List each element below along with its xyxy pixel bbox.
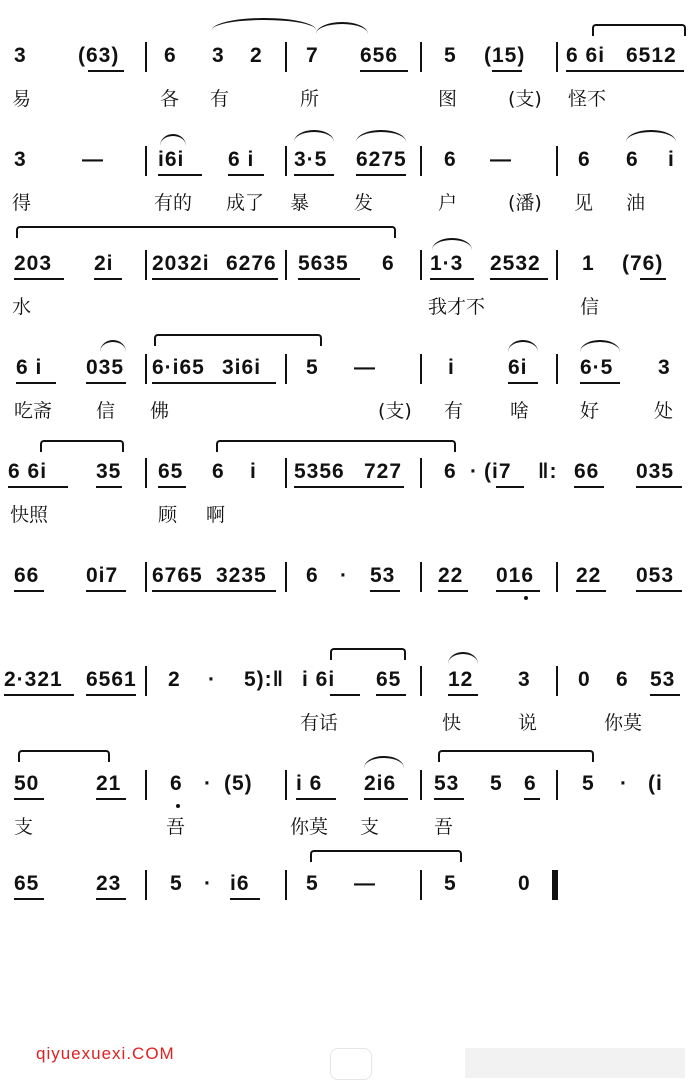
beam [508, 382, 538, 384]
site-watermark: qiyuexuexi.COM [36, 1044, 175, 1063]
note: 53 [434, 772, 460, 795]
note: 5 [582, 772, 595, 795]
watermark-bar [465, 1048, 685, 1078]
note: 5):‖ [244, 668, 285, 691]
barline [556, 354, 558, 384]
note: 2 [168, 668, 181, 691]
note: 053 [636, 564, 675, 587]
barline [556, 146, 558, 176]
beam [496, 590, 540, 592]
note: 65 [14, 872, 40, 895]
barline [556, 770, 558, 800]
tie-bracket [16, 226, 396, 238]
note: 6 [444, 460, 457, 483]
tie-bracket [154, 334, 322, 346]
note: 5 [490, 772, 503, 795]
beam [294, 486, 404, 488]
barline [285, 770, 287, 800]
note: 5 [444, 872, 457, 895]
note: 6 [170, 772, 183, 795]
barline [285, 42, 287, 72]
lyric: 支 [360, 816, 380, 838]
barline [145, 458, 147, 488]
note: 22 [438, 564, 464, 587]
barline [285, 250, 287, 280]
note: 5635 [298, 252, 349, 275]
note: (15) [484, 44, 526, 67]
barline [420, 562, 422, 592]
lyric: 所 [300, 88, 320, 110]
lyric: 有的 [154, 192, 193, 214]
beam [228, 174, 264, 176]
beam [230, 898, 260, 900]
lyric: 吃斋 [14, 400, 53, 422]
note: 21 [96, 772, 122, 795]
low-octave-dot [176, 804, 180, 808]
note: 6 [382, 252, 395, 275]
beam [296, 798, 336, 800]
note: (76) [622, 252, 664, 275]
note: 65 [158, 460, 184, 483]
beam [14, 898, 44, 900]
note: — [354, 872, 376, 895]
note: (i [648, 772, 663, 795]
notes-row [0, 246, 700, 280]
barline [285, 870, 287, 900]
beam [580, 382, 620, 384]
beam [576, 590, 606, 592]
note: · [204, 872, 212, 895]
notes-row [0, 38, 700, 72]
score-system-7 [0, 662, 700, 762]
score-system-1 [0, 38, 700, 138]
note: 0 [578, 668, 591, 691]
beam [376, 694, 406, 696]
note: 656 [360, 44, 399, 67]
barline [145, 146, 147, 176]
beam [96, 898, 126, 900]
note: 6 i [16, 356, 43, 379]
lyric: 发 [354, 192, 374, 214]
lyric: 佛 [150, 400, 170, 422]
note: 3 [518, 668, 531, 691]
score-system-6 [0, 558, 700, 658]
notes-row [0, 766, 700, 800]
notes-row [0, 350, 700, 384]
note: 6 [306, 564, 319, 587]
note: i 6 [296, 772, 323, 795]
barline [285, 354, 287, 384]
note: 035 [636, 460, 675, 483]
notes-row [0, 142, 700, 176]
beam [640, 278, 666, 280]
lyric: 有 [444, 400, 464, 422]
beam [330, 694, 360, 696]
lyric: 说 [518, 712, 538, 734]
lyric: 见 [574, 192, 594, 214]
note: 6 [626, 148, 639, 171]
beam [574, 486, 604, 488]
barline [556, 562, 558, 592]
lyric: 顾 [158, 504, 178, 526]
note: · [204, 772, 212, 795]
beam [524, 798, 540, 800]
beam [152, 278, 278, 280]
barline [145, 562, 147, 592]
tie-bracket [216, 440, 456, 452]
barline [420, 666, 422, 696]
beam [4, 694, 74, 696]
lyric: 快照 [10, 504, 49, 526]
note: i [448, 356, 455, 379]
lyric: 啊 [206, 504, 226, 526]
note: 23 [96, 872, 122, 895]
note: 035 [86, 356, 125, 379]
barline [285, 146, 287, 176]
note: 7 [306, 44, 319, 67]
beam [356, 174, 406, 176]
beam [636, 486, 682, 488]
note: 2032i [152, 252, 210, 275]
beam [566, 70, 684, 72]
lyric: 快 [442, 712, 462, 734]
barline [145, 666, 147, 696]
note: 50 [14, 772, 40, 795]
lyric: 水 [12, 296, 32, 318]
beam [158, 486, 186, 488]
tie-bracket [310, 850, 462, 862]
note: 5 [306, 356, 319, 379]
tie-bracket [40, 440, 124, 452]
beam [16, 382, 56, 384]
lyric: 图 [438, 88, 458, 110]
note: i 6i [302, 668, 336, 691]
note: 2 [250, 44, 263, 67]
barline [420, 458, 422, 488]
lyric: 处 [654, 400, 674, 422]
beam [650, 694, 680, 696]
note: 3 [14, 148, 27, 171]
lyric: (支) [378, 400, 412, 422]
final-barline [552, 870, 558, 900]
barline [420, 42, 422, 72]
beam [96, 798, 126, 800]
lyric: 易 [12, 88, 32, 110]
lyric: 有话 [300, 712, 339, 734]
barline [420, 870, 422, 900]
note: i6 [230, 872, 250, 895]
tie-bracket [592, 24, 686, 36]
note: 3 [14, 44, 27, 67]
barline [556, 42, 558, 72]
watermark-seal-icon [330, 1048, 372, 1080]
note: 3235 [216, 564, 267, 587]
note: 65 [376, 668, 402, 691]
beam [94, 278, 122, 280]
score-system-4 [0, 350, 700, 450]
note: i6i [158, 148, 185, 171]
beam [492, 70, 522, 72]
note: 5 [170, 872, 183, 895]
note: · [340, 564, 348, 587]
beam [152, 590, 276, 592]
note: 6·i65 [152, 356, 205, 379]
note: 5356 [294, 460, 345, 483]
barline [556, 250, 558, 280]
lyrics-row [0, 396, 700, 426]
note: 6 i [228, 148, 255, 171]
lyric: 户 [438, 192, 458, 214]
barline [145, 250, 147, 280]
lyric: 支 [14, 816, 34, 838]
note: 0i7 [86, 564, 119, 587]
note: 6·5 [580, 356, 614, 379]
beam [152, 382, 276, 384]
lyrics-row [0, 292, 700, 322]
slur [212, 18, 316, 30]
barline [420, 354, 422, 384]
beam [360, 70, 408, 72]
score-system-9 [0, 866, 700, 966]
notes-row [0, 454, 700, 488]
lyric: 好 [580, 400, 600, 422]
lyric: 信 [96, 400, 116, 422]
barline [145, 770, 147, 800]
beam [438, 590, 468, 592]
note: 6i [508, 356, 528, 379]
beam [8, 486, 68, 488]
note: 2i6 [364, 772, 397, 795]
note: 6 [444, 148, 457, 171]
beam [14, 798, 44, 800]
lyrics-row [0, 84, 700, 114]
lyrics-row [0, 188, 700, 218]
lyric: 有 [210, 88, 230, 110]
note: 6561 [86, 668, 137, 691]
lyric: 你莫 [290, 816, 329, 838]
beam [448, 694, 478, 696]
lyric: 怪不 [568, 88, 607, 110]
barline [285, 458, 287, 488]
lyric: 我才不 [428, 296, 486, 318]
barline [420, 770, 422, 800]
barline [145, 870, 147, 900]
beam [86, 382, 126, 384]
note: 1·3 [430, 252, 464, 275]
note: 1 [582, 252, 595, 275]
lyric: 油 [626, 192, 646, 214]
beam [496, 486, 524, 488]
tie-bracket [330, 648, 406, 660]
note: — [354, 356, 376, 379]
note: 6 6i [566, 44, 606, 67]
barline [556, 666, 558, 696]
tie-bracket [438, 750, 594, 762]
barline [420, 250, 422, 280]
beam [14, 590, 44, 592]
note: 6 [212, 460, 225, 483]
lyric: 成了 [226, 192, 265, 214]
notes-row [0, 866, 700, 900]
note: 22 [576, 564, 602, 587]
note: 203 [14, 252, 53, 275]
note: 5 [306, 872, 319, 895]
note: 5 [444, 44, 457, 67]
beam [158, 174, 202, 176]
slur [316, 22, 368, 34]
beam [430, 278, 474, 280]
note: 53 [370, 564, 396, 587]
beam [370, 590, 400, 592]
note: 6275 [356, 148, 407, 171]
lyric: 吾 [434, 816, 454, 838]
note: 66 [574, 460, 600, 483]
note: 6765 [152, 564, 203, 587]
note: 6 [616, 668, 629, 691]
note: · [470, 460, 478, 483]
score-system-5 [0, 454, 700, 554]
note: i [668, 148, 675, 171]
beam [298, 278, 360, 280]
note: ‖: [538, 460, 558, 483]
beam [86, 694, 136, 696]
beam [434, 798, 464, 800]
note: 2i [94, 252, 114, 275]
note: 35 [96, 460, 122, 483]
note: 0 [518, 872, 531, 895]
note: (5) [224, 772, 253, 795]
note: 6 [164, 44, 177, 67]
note: 6 [524, 772, 537, 795]
note: · [620, 772, 628, 795]
beam [96, 486, 122, 488]
lyric: 啥 [510, 400, 530, 422]
beam [88, 70, 124, 72]
barline [285, 562, 287, 592]
beam [490, 278, 548, 280]
note: 3·5 [294, 148, 328, 171]
barline [145, 354, 147, 384]
beam [294, 174, 334, 176]
lyrics-row [0, 500, 700, 530]
note: 6 6i [8, 460, 48, 483]
score-system-3 [0, 246, 700, 346]
note: 727 [364, 460, 403, 483]
beam [86, 590, 126, 592]
lyric: 得 [12, 192, 32, 214]
notes-row [0, 662, 700, 696]
note: 12 [448, 668, 474, 691]
low-octave-dot [524, 596, 528, 600]
note: 2·321 [4, 668, 63, 691]
tie-bracket [18, 750, 110, 762]
lyric: 吾 [166, 816, 186, 838]
note: 6 [578, 148, 591, 171]
note: 2532 [490, 252, 541, 275]
lyric: 各 [160, 88, 180, 110]
lyric: (支) [508, 88, 542, 110]
barline [420, 146, 422, 176]
note: (i7 [484, 460, 512, 483]
lyric: 你莫 [604, 712, 643, 734]
note: — [490, 148, 512, 171]
note: · [208, 668, 216, 691]
lyric: 信 [580, 296, 600, 318]
lyric: 暴 [290, 192, 310, 214]
note: 53 [650, 668, 676, 691]
note: 6276 [226, 252, 277, 275]
barline [145, 42, 147, 72]
note: i [250, 460, 257, 483]
beam [14, 278, 64, 280]
note: 3 [658, 356, 671, 379]
lyrics-row [0, 812, 700, 842]
note: 3 [212, 44, 225, 67]
note: 6512 [626, 44, 677, 67]
note: 66 [14, 564, 40, 587]
note: 016 [496, 564, 535, 587]
beam [364, 798, 408, 800]
note: 3i6i [222, 356, 262, 379]
notes-row [0, 558, 700, 592]
lyric: (潘) [508, 192, 542, 214]
note: (63) [78, 44, 120, 67]
beam [636, 590, 682, 592]
lyrics-row [0, 708, 700, 738]
note: — [82, 148, 104, 171]
